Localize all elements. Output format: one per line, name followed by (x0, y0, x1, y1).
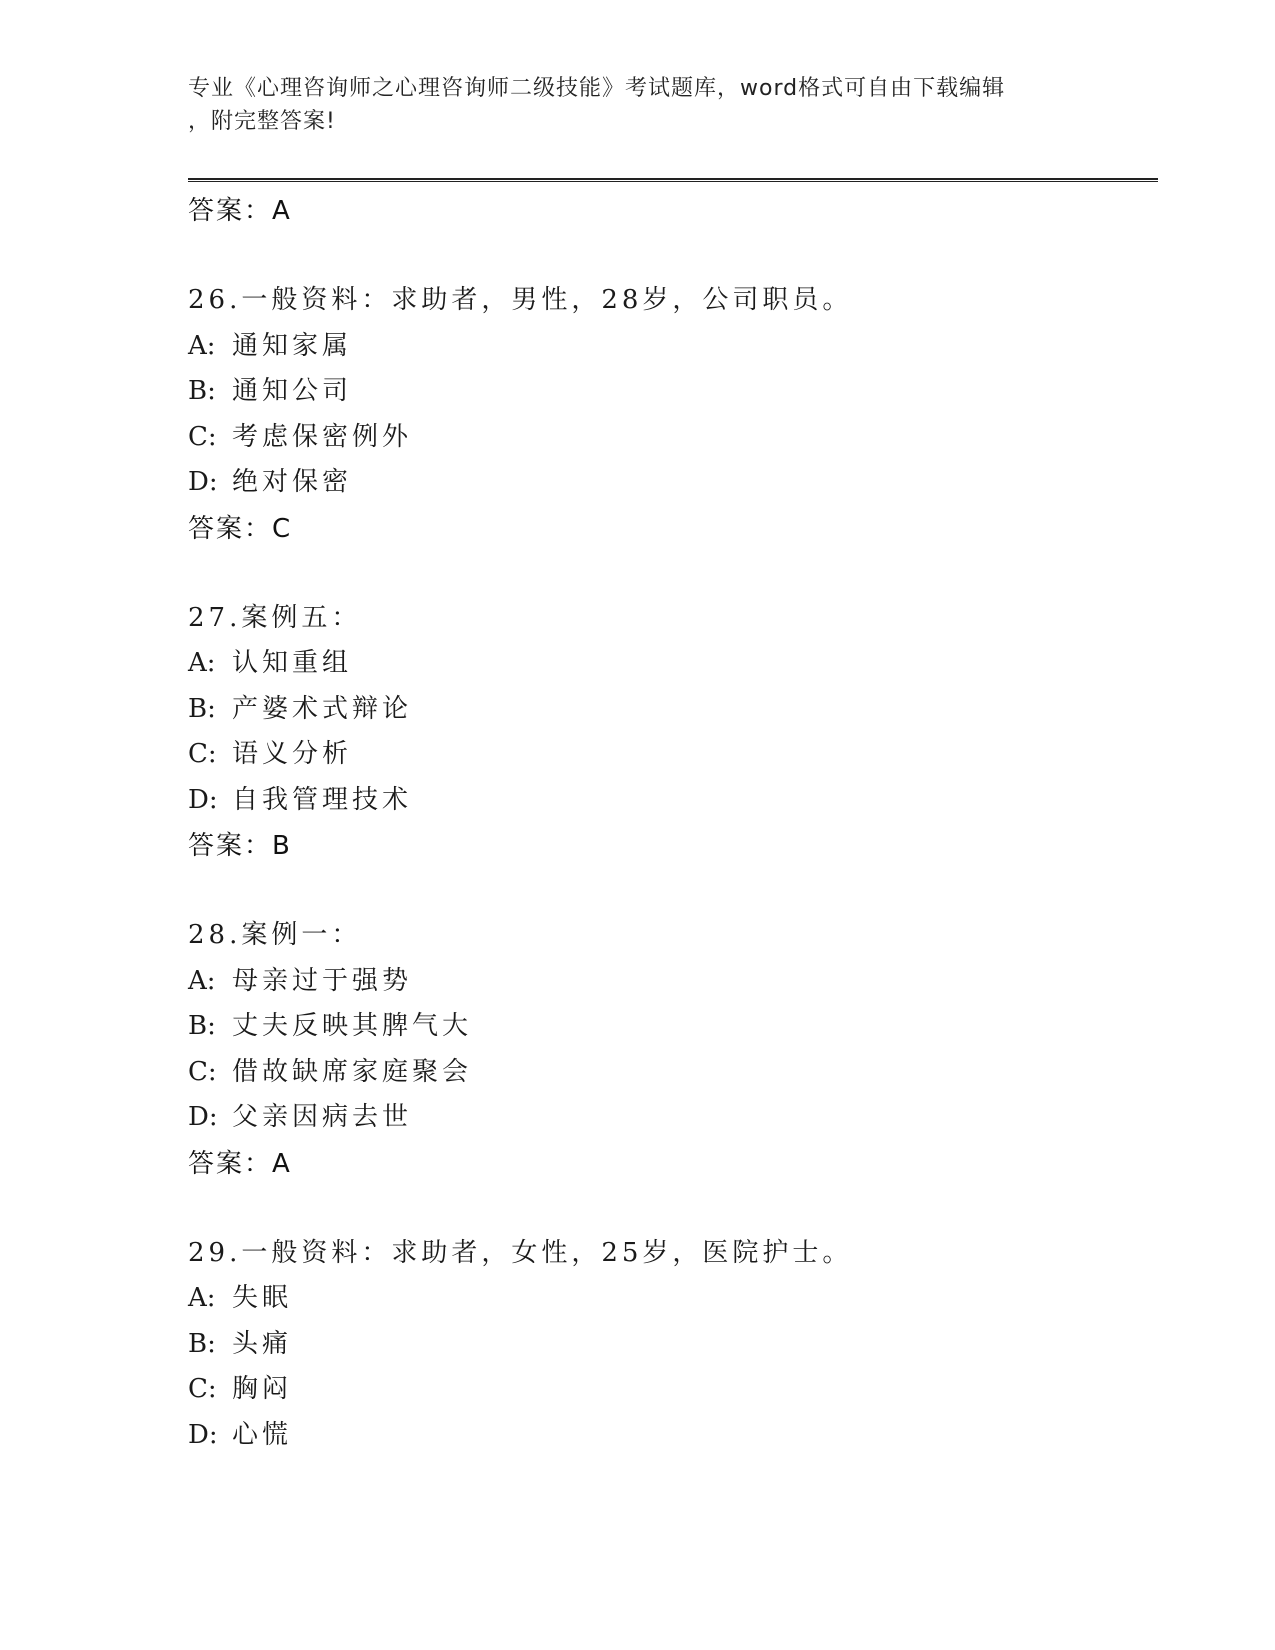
option-d (188, 1095, 1148, 1141)
question-28 (188, 913, 1148, 1187)
question-stem: 29.一般资料：求助者，女性，25岁，医院护士。 (188, 1237, 853, 1268)
option-b (188, 687, 1148, 733)
option-letter: B: (188, 693, 216, 724)
option-a (188, 959, 1148, 1005)
option-letter: B: (188, 1011, 216, 1041)
option-a (188, 1276, 1148, 1322)
option-letter: D: (188, 1102, 218, 1132)
question-27 (188, 596, 1148, 870)
option-letter: B: (188, 1328, 216, 1359)
option-letter: D: (188, 1419, 218, 1450)
option-text: 通知家属 (232, 330, 353, 361)
option-b (188, 369, 1148, 415)
option-text: 语义分析 (232, 739, 353, 769)
option-text: 胸闷 (232, 1374, 293, 1404)
question-stem: 28.案例一： (188, 920, 362, 950)
option-text: 失眠 (232, 1283, 293, 1313)
option-d (188, 778, 1148, 824)
header-title-line-1: 专业《心理咨询师之心理咨询师二级技能》考试题库，word格式可自由下载编辑 (188, 76, 1006, 101)
answer-line: 答案：B (188, 831, 292, 861)
answer-line: 答案：C (188, 513, 293, 544)
question-stem: 26.一般资料：求助者，男性，28岁，公司职员。 (188, 285, 853, 315)
option-letter: C: (188, 739, 217, 769)
option-letter: B: (188, 376, 216, 406)
option-text: 头痛 (232, 1328, 293, 1359)
option-letter: A: (188, 648, 216, 678)
option-letter: D: (188, 784, 218, 815)
option-text: 心慌 (232, 1419, 293, 1450)
option-c (188, 415, 1148, 461)
option-a (188, 324, 1148, 370)
option-letter: C: (188, 421, 217, 452)
page-header (188, 72, 1068, 138)
option-b (188, 1322, 1148, 1368)
option-a (188, 641, 1148, 687)
option-letter: A: (188, 330, 216, 361)
question-stem: 27.案例五： (188, 602, 362, 633)
option-text: 认知重组 (232, 648, 353, 678)
question-29 (188, 1231, 1148, 1459)
option-c (188, 1367, 1148, 1413)
option-d (188, 1413, 1148, 1459)
option-text: 产婆术式辩论 (232, 693, 413, 724)
option-c (188, 1050, 1148, 1096)
option-c (188, 732, 1148, 778)
question-list (188, 188, 1148, 1502)
question-26 (188, 278, 1148, 552)
option-text: 通知公司 (232, 376, 353, 406)
header-divider (188, 178, 1158, 182)
option-d (188, 460, 1148, 506)
option-text: 考虑保密例外 (232, 421, 413, 452)
option-text: 丈夫反映其脾气大 (232, 1011, 473, 1041)
option-text: 父亲因病去世 (232, 1102, 413, 1132)
option-text: 绝对保密 (232, 467, 353, 497)
answer-line: 答案：A (188, 196, 292, 226)
option-letter: A: (188, 1283, 216, 1313)
option-text: 借故缺席家庭聚会 (232, 1056, 473, 1087)
option-text: 母亲过于强势 (232, 965, 413, 996)
option-text: 自我管理技术 (232, 784, 413, 815)
option-letter: A: (188, 965, 216, 996)
option-b (188, 1004, 1148, 1050)
option-letter: D: (188, 467, 218, 497)
option-letter: C: (188, 1374, 217, 1404)
answer-line: 答案：A (188, 1148, 292, 1179)
option-letter: C: (188, 1056, 217, 1087)
header-title-line-2: ，附完整答案! (188, 109, 336, 134)
